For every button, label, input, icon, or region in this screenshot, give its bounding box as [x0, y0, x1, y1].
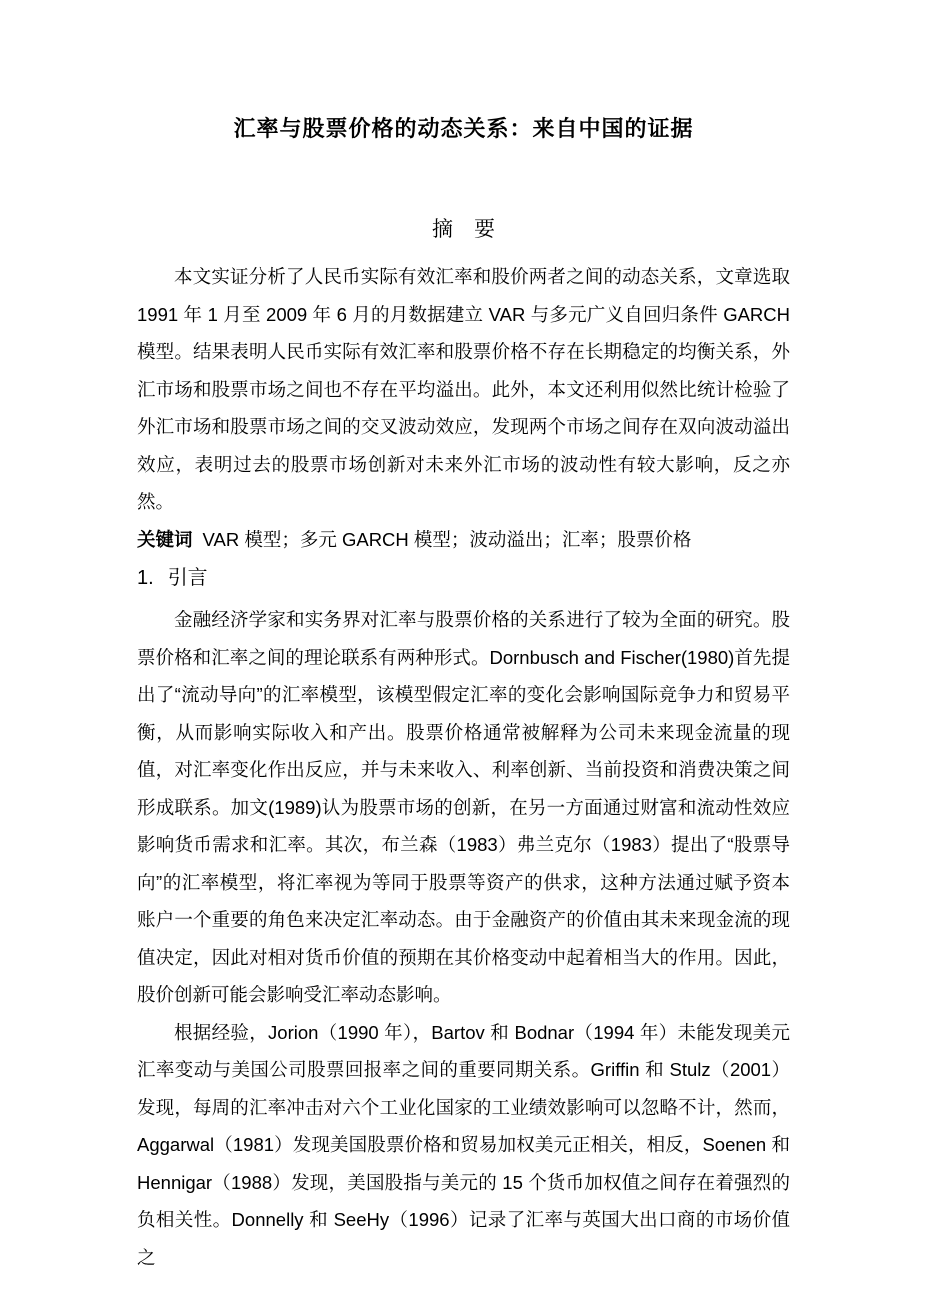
intro-paragraph-2: 根据经验，Jorion（1990 年），Bartov 和 Bodnar（1994 年）未能发现美元汇率变动与美国公司股票回报率之间的重要同期关系。Griffin 和 Stulz（2001）发现，每周的汇率冲击对六个工业化国家的工业绩效影响可以忽略不计，然而，Aggarwal（1981）发现美国股票价格和贸易加权美元正相关，相反，Soenen 和 Hennigar（1988）发现，美国股指与美元的 15 个货币加权值之间存在着强烈的负相关性。Donnelly 和 SeeHy（1996）记录了汇率与英国大出口商的市场价值之 [137, 1021, 790, 1268]
abstract-heading: 摘 要 [432, 218, 495, 241]
section-heading-introduction [137, 563, 790, 593]
keywords-line [137, 521, 790, 559]
keywords-label: 关键词 [137, 528, 193, 550]
document-title: 汇率与股票价格的动态关系：来自中国的证据 [233, 116, 694, 141]
section-title: 引言 [167, 567, 208, 589]
intro-paragraph-1: 金融经济学家和实务界对汇率与股票价格的关系进行了较为全面的研究。股票价格和汇率之间的理论联系有两种形式。Dornbusch and Fischer(1980)首先提出了“流动导向”的汇率模型，该模型假定汇率的变化会影响国际竞争力和贸易平衡，从而影响实际收入和产出。股票价格通常被解释为公司未来现金流量的现值，对汇率变化作出反应，并与未来收入、利率创新、当前投资和消费决策之间形成联系。加文(1989)认为股票市场的创新，在另一方面通过财富和流动性效应影响货币需求和汇率。其次，布兰森（1983）弗兰克尔（1983）提出了“股票导向”的汇率模型，将汇率视为等同于股票等资产的供求，这种方法通过赋予资本账户一个重要的角色来决定汇率动态。由于金融资产的价值由其未来现金流的现值决定，因此对相对货币价值的预期在其价格变动中起着相当大的作用。因此，股价创新可能会影响受汇率动态影响。 [137, 609, 790, 1005]
keywords-text: VAR 模型；多元 GARCH 模型；波动溢出；汇率；股票价格 [202, 528, 692, 550]
section-number: 1. [137, 567, 154, 589]
abstract-paragraph: 本文实证分析了人民币实际有效汇率和股价两者之间的动态关系，文章选取 1991 年 1 月至 2009 年 6 月的月数据建立 VAR 与多元广义自回归条件 GARCH 模型。结果表明人民币实际有效汇率和股票价格不存在长期稳定的均衡关系，外汇市场和股票市场之间也不存在平均溢出。此外，本文还利用似然比统计检验了外汇市场和股票市场之间的交叉波动效应，发现两个市场之间存在双向波动溢出效应，表明过去的股票市场创新对未来外汇市场的波动性有较大影响，反之亦然。 [137, 266, 790, 512]
